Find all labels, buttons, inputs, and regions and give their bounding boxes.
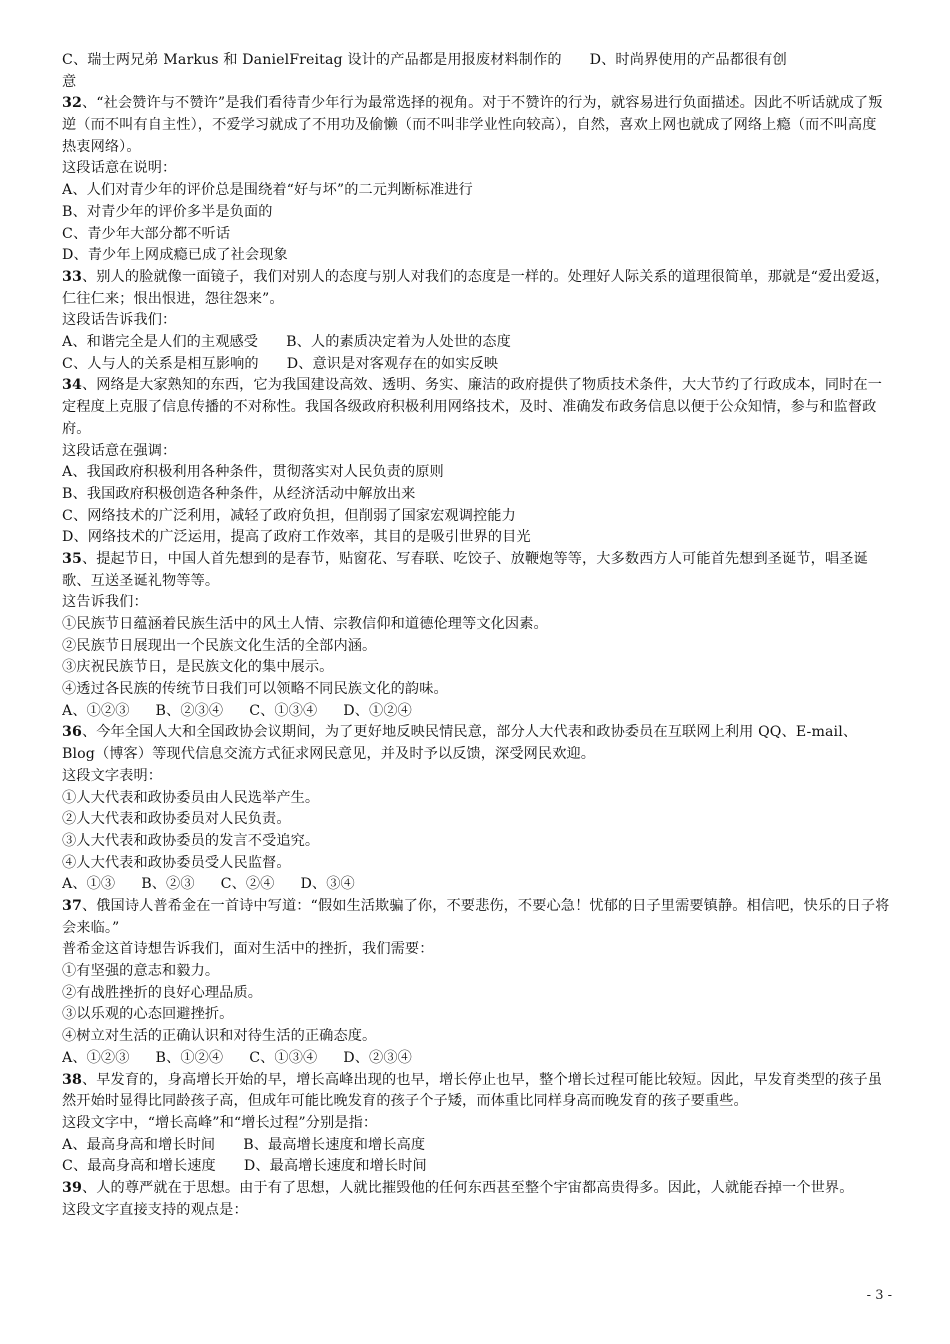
q35-number: 35 — [62, 550, 82, 567]
q35-options — [62, 701, 890, 723]
q34-prompt: 这段话意在强调： — [62, 442, 177, 459]
q37-item-2: ②有战胜挫折的良好心理品质。 — [62, 984, 263, 1001]
q39-stem — [62, 1178, 890, 1200]
q33-options-cd — [62, 354, 890, 376]
document-page — [62, 50, 890, 1221]
q34-option-d: D、网络技术的广泛运用，提高了政府工作效率，其目的是吸引世界的目光 — [62, 529, 531, 546]
q37-options — [62, 1048, 890, 1070]
q37-item-4: ④树立对生活的正确认识和对待生活的正确态度。 — [62, 1028, 377, 1045]
q38-option-b: B、最高增长速度和增长高度 — [243, 1136, 426, 1153]
q34-stem — [62, 375, 890, 440]
q31-option-d: D、时尚界使用的产品都很有创 — [589, 52, 787, 68]
q33-options-ab — [62, 332, 890, 354]
q35-item-2: ②民族节日展现出一个民族文化生活的全部内涵。 — [62, 637, 377, 654]
q34-option-b: B、我国政府积极创造各种条件，从经济活动中解放出来 — [62, 485, 416, 502]
q35-option-b: B、②③④ — [155, 702, 224, 719]
q38-text: 、早发育的，身高增长开始的早，增长高峰出现的也早，增长停止也早，整个增长过程可能比较短。因此，早发育类型的孩子虽然开始时显得比同龄孩子高，但成年可能比晚发育的孩子个子矮，而体重比同样身高而晚发育的孩子要重些。 — [62, 1071, 883, 1110]
q36-item-4: ④人大代表和政协委员受人民监督。 — [62, 854, 291, 871]
q37-prompt: 普希金这首诗想告诉我们，面对生活中的挫折，我们需要： — [62, 941, 434, 958]
q35-item-3: ③庆祝民族节日，是民族文化的集中展示。 — [62, 659, 334, 676]
q35-prompt: 这告诉我们： — [62, 594, 148, 611]
q38-prompt: 这段文字中，“增长高峰”和“增长过程”分别是指： — [62, 1114, 378, 1131]
q36-item-2: ②人大代表和政协委员对人民负责。 — [62, 811, 291, 828]
q36-stem — [62, 722, 890, 765]
q36-option-d: D、③④ — [300, 876, 355, 893]
q37-text: 、俄国诗人普希金在一首诗中写道：“假如生活欺骗了你，不要悲伤，不要心急！忧郁的日子里需要镇静。相信吧，快乐的日子将会来临。” — [62, 898, 890, 936]
q35-option-a: A、①②③ — [62, 702, 130, 719]
q32-prompt: 这段话意在说明： — [62, 160, 177, 177]
q32-stem — [62, 93, 890, 158]
q36-text: 、今年全国人大和全国政协会议期间，为了更好地反映民情民意，部分人大代表和政协委员在互联网上利用 QQ、E-mail、Blog（博客）等现代信息交流方式征求网民意见，并及时予以反馈，深受网民欢迎。 — [62, 724, 858, 763]
q35-option-d: D、①②④ — [343, 702, 412, 719]
q37-option-a: A、①②③ — [62, 1049, 130, 1066]
q34-number: 34 — [62, 377, 82, 394]
q39-text: 、人的尊严就在于思想。由于有了思想，人就比摧毁他的任何东西甚至整个宇宙都高贵得多。因此，人就能吞掉一个世界。 — [81, 1180, 854, 1196]
q32-option-d: D、青少年上网成瘾已成了社会现象 — [62, 247, 288, 264]
q33-prompt: 这段话告诉我们： — [62, 312, 177, 329]
q36-option-b: B、②③ — [141, 876, 195, 893]
q39-prompt: 这段文字直接支持的观点是： — [62, 1201, 248, 1218]
q32-option-c: C、青少年大部分都不听话 — [62, 225, 231, 242]
q37-item-1: ①有坚强的意志和毅力。 — [62, 963, 220, 980]
q36-options — [62, 874, 890, 896]
q33-number: 33 — [62, 268, 82, 285]
q32-option-b: B、对青少年的评价多半是负面的 — [62, 203, 273, 220]
q38-option-c: C、最高身高和增长速度 — [62, 1158, 216, 1175]
q31-options-cd — [62, 50, 890, 72]
page-number: - 3 - — [866, 1288, 892, 1303]
q37-item-3: ③以乐观的心态回避挫折。 — [62, 1006, 234, 1023]
q37-option-b: B、①②④ — [155, 1049, 224, 1066]
q37-number: 37 — [62, 898, 82, 914]
q31-option-d-tail: 意 — [62, 73, 77, 90]
q37-option-d: D、②③④ — [343, 1049, 412, 1066]
q36-option-c: C、②④ — [220, 876, 275, 893]
q38-option-a: A、最高身高和增长时间 — [62, 1136, 216, 1153]
q35-item-1: ①民族节日蕴涵着民族生活中的风土人情、宗教信仰和道德伦理等文化因素。 — [62, 616, 548, 633]
q33-option-a: A、和谐完全是人们的主观感受 — [62, 334, 259, 351]
q35-stem — [62, 549, 890, 592]
q36-option-a: A、①③ — [62, 876, 116, 893]
q36-item-1: ①人大代表和政协委员由人民选举产生。 — [62, 789, 320, 806]
q38-options-ab — [62, 1135, 890, 1157]
q33-text: 、别人的脸就像一面镜子，我们对别人的态度与别人对我们的态度是一样的。处理好人际关系的道理很简单，那就是“爱出爱返，仁往仁来；恨出恨进，怨往怨来”。 — [62, 268, 890, 307]
q38-options-cd — [62, 1156, 890, 1178]
q35-option-c: C、①③④ — [249, 702, 318, 719]
q38-stem — [62, 1070, 890, 1113]
q35-text: 、提起节日，中国人首先想到的是春节，贴窗花、写春联、吃饺子、放鞭炮等等，大多数西方人可能首先想到圣诞节，唱圣诞歌、互送圣诞礼物等等。 — [62, 550, 868, 589]
q31-option-c: C、瑞士两兄弟 Markus 和 DanielFreitag 设计的产品都是用报废材料制作的 — [62, 52, 562, 68]
q38-number: 38 — [62, 1071, 82, 1088]
q32-number: 32 — [62, 95, 82, 112]
q37-option-c: C、①③④ — [249, 1049, 318, 1066]
q34-text: 、网络是大家熟知的东西，它为我国建设高效、透明、务实、廉洁的政府提供了物质技术条件，大大节约了行政成本，同时在一定程度上克服了信息传播的不对称性。我国各级政府积极利用网络技术，及时、准确发布政务信息以便于公众知情，参与和监督政府。 — [62, 377, 883, 437]
q36-prompt: 这段文字表明： — [62, 767, 163, 784]
q37-stem — [62, 896, 890, 939]
q33-option-b: B、人的素质决定着为人处世的态度 — [286, 334, 511, 351]
q32-option-a: A、人们对青少年的评价总是围绕着“好与坏”的二元判断标准进行 — [62, 182, 473, 199]
q36-number: 36 — [62, 724, 82, 741]
q38-option-d: D、最高增长速度和增长时间 — [243, 1158, 427, 1175]
q33-stem — [62, 267, 890, 310]
q33-option-c: C、人与人的关系是相互影响的 — [62, 355, 259, 372]
q36-item-3: ③人大代表和政协委员的发言不受追究。 — [62, 832, 320, 849]
q34-option-a: A、我国政府积极利用各种条件，贯彻落实对人民负责的原则 — [62, 464, 444, 481]
q33-option-d: D、意识是对客观存在的如实反映 — [286, 355, 499, 372]
q32-text: 、“社会赞许与不赞许”是我们看待青少年行为最常选择的视角。对于不赞许的行为，就容易进行负面描述。因此不听话就成了叛逆（而不叫有自主性），不爱学习就成了不用功及偷懒（而不叫非学业性向较高），自然，喜欢上网也就成了网络上瘾（而不叫高度热衷网络）。 — [62, 95, 883, 155]
q35-item-4: ④透过各民族的传统节日我们可以领略不同民族文化的韵味。 — [62, 681, 448, 698]
q39-number: 39 — [62, 1180, 82, 1196]
q34-option-c: C、网络技术的广泛利用，减轻了政府负担，但削弱了国家宏观调控能力 — [62, 507, 516, 524]
